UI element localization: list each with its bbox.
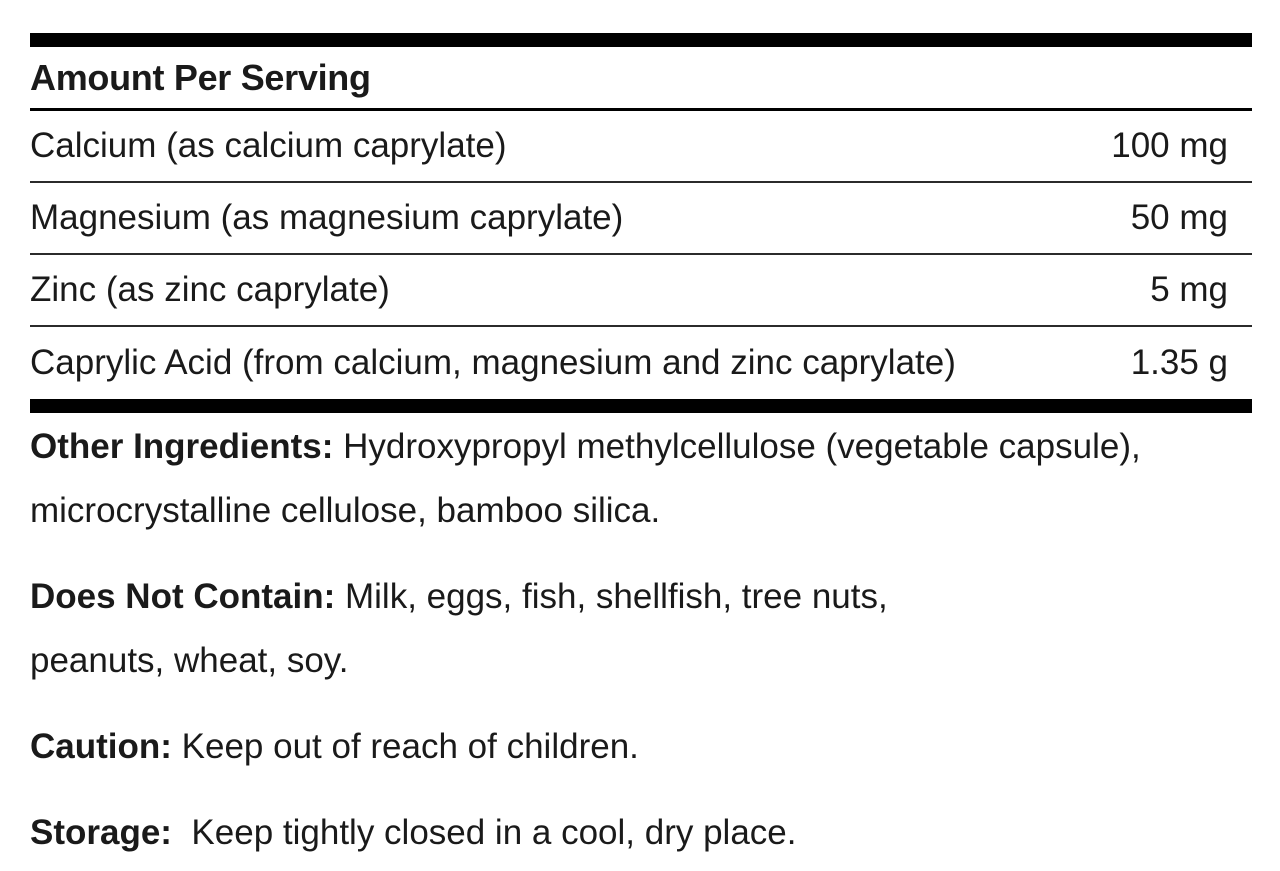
top-thick-rule [30, 33, 1252, 47]
other-ingredients-text: Hydroxypropyl methylcellulose (vegetable capsule), [333, 427, 1141, 466]
other-ingredients-line-2: microcrystalline cellulose, bamboo silica. [30, 491, 661, 530]
caution-text: Keep out of reach of children. [171, 727, 639, 766]
label-notes [30, 415, 1252, 865]
caution-note [30, 715, 1252, 779]
nutrient-row-zinc [30, 255, 1252, 327]
nutrient-row-magnesium [30, 183, 1252, 255]
other-ingredients-line-1 [30, 415, 1252, 479]
other-ingredients-label: Other Ingredients: [30, 427, 334, 466]
supplement-facts-table [30, 33, 1252, 413]
nutrient-amount: 100 mg [1111, 126, 1228, 165]
nutrient-name: Zinc (as zinc caprylate) [30, 270, 390, 309]
bottom-thick-rule [30, 399, 1252, 413]
nutrient-amount: 50 mg [1130, 198, 1228, 237]
nutrient-name: Calcium (as calcium caprylate) [30, 126, 507, 165]
nutrient-row-caprylic-acid [30, 327, 1252, 399]
nutrient-name: Magnesium (as magnesium caprylate) [30, 198, 624, 237]
nutrient-amount: 1.35 g [1130, 343, 1228, 382]
amount-per-serving-label: Amount Per Serving [30, 56, 371, 98]
amount-per-serving-header [30, 47, 1252, 111]
caution-label: Caution: [30, 727, 172, 766]
does-not-contain-text: Milk, eggs, fish, shellfish, tree nuts, [335, 577, 888, 616]
storage-label: Storage: [30, 813, 172, 852]
does-not-contain-line-1 [30, 565, 1252, 629]
storage-text: Keep tightly closed in a cool, dry place. [171, 813, 797, 852]
nutrient-amount: 5 mg [1150, 270, 1228, 309]
nutrient-name: Caprylic Acid (from calcium, magnesium and zinc caprylate) [30, 343, 956, 382]
nutrient-row-calcium [30, 111, 1252, 183]
does-not-contain-label: Does Not Contain: [30, 577, 336, 616]
does-not-contain-line-2: peanuts, wheat, soy. [30, 641, 349, 680]
storage-note [30, 801, 1252, 865]
